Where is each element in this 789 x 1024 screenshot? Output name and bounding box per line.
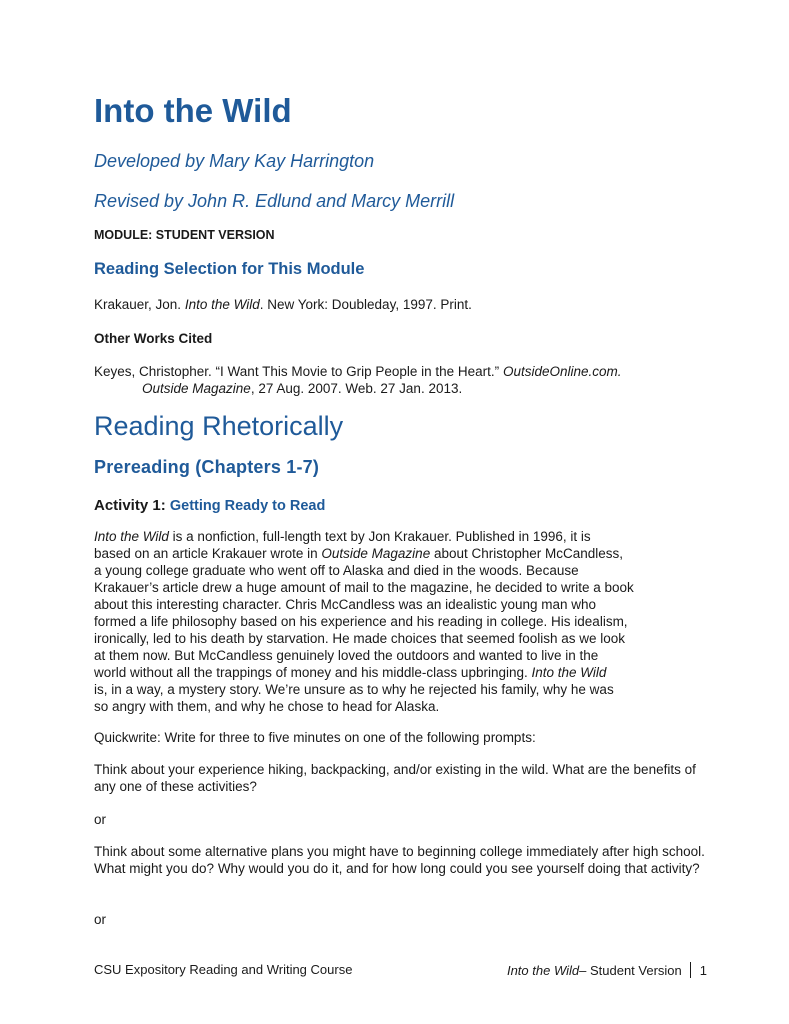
subsection-heading: Prereading (Chapters 1-7) [94,457,320,477]
developed-by: Developed by Mary Kay Harrington [94,151,375,171]
paragraph-line: Krakauer’s article drew a huge amount of mail to the magazine, he decided to write a book [94,580,634,595]
paragraph-line: so angry with them, and why he chose to head for Alaska. [94,699,440,714]
footer-divider [690,962,691,978]
prompt-wild: Think about your experience hiking, backpacking, and/or existing in the wild. What are the benefits of any one of these activities? [94,762,696,794]
or-separator: or [94,812,107,827]
citation-krakauer: Krakauer, Jon. Into the Wild. New York: Doubleday, 1997. Print. [94,297,472,312]
paragraph-line: a young college graduate who went off to Alaska and died in the woods. Because [94,563,579,578]
document-title: Into the Wild [94,92,292,129]
paragraph-line: formed a life philosophy based on his experience and his reading in college. His idealism, [94,614,628,629]
intro-paragraph [94,528,714,715]
or-separator: or [94,912,107,927]
footer-version: Into the Wild – Student Version 1 [506,962,707,978]
paragraph-line: based on an article Krakauer wrote in Outside Magazine about Christopher McCandless, [94,546,624,561]
reading-selection-heading: Reading Selection for This Module [94,260,365,278]
paragraph-line: ironically, led to his death by starvation. He made choices that seemed foolish as we look [94,631,626,646]
paragraph-line: is, in a way, a mystery story. We’re unsure as to why he rejected his family, why he was [94,682,614,697]
citation-keyes: Keyes, Christopher. “I Want This Movie to Grip People in the Heart.” OutsideOnline.com. Outside Magazine, 27 Aug. 2007. Web. 27 Jan. 2013. [94,364,622,396]
paragraph-line: about this interesting character. Chris McCandless was an idealistic young man who [94,597,596,612]
other-works-heading: Other Works Cited [94,331,213,346]
paragraph-line: Into the Wild is a nonfiction, full-length text by Jon Krakauer. Published in 1996, it is [94,529,591,544]
paragraph-line: at them now. But McCandless genuinely loved the outdoors and wanted to live in the [94,648,599,663]
section-heading: Reading Rhetorically [94,411,344,441]
module-label: MODULE: STUDENT VERSION [94,228,275,242]
revised-by: Revised by John R. Edlund and Marcy Merrill [94,191,455,211]
quickwrite-instruction: Quickwrite: Write for three to five minutes on one of the following prompts: [94,730,536,745]
page-number: 1 [699,962,707,978]
prompt-alternative-plans: Think about some alternative plans you might have to beginning college immediately after high school. What might you do? Why would you do it, and for how long could you see yourself doing that activity? [94,844,705,876]
paragraph-line: world without all the trappings of money and his middle-class upbringing. Into the Wild [94,665,607,680]
activity-heading: Activity 1: Getting Ready to Read [94,497,326,514]
footer-course: CSU Expository Reading and Writing Course [94,962,353,977]
